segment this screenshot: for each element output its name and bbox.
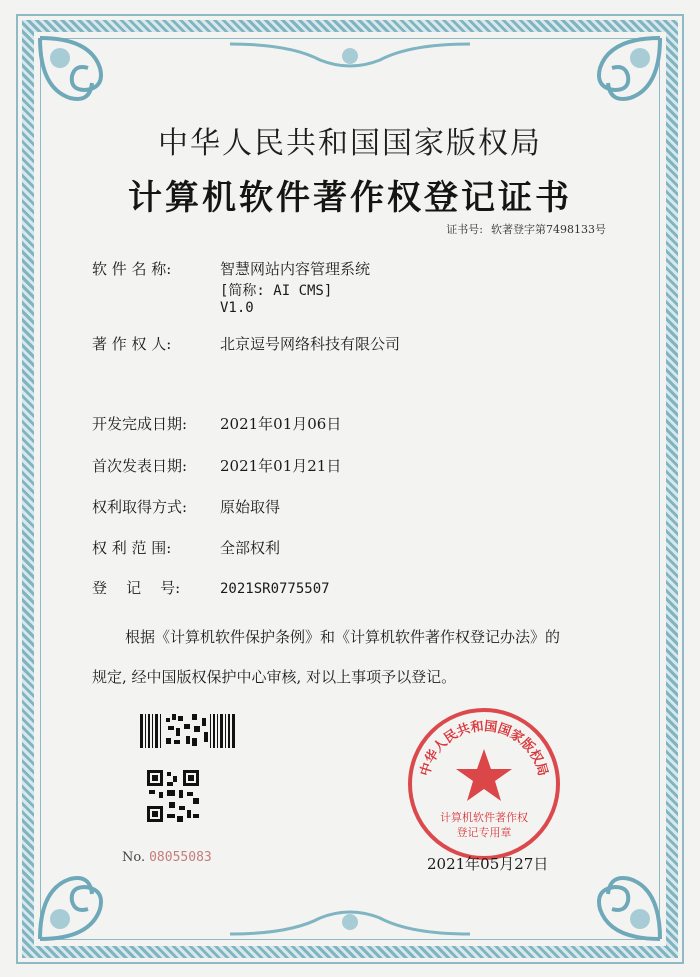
scope-row <box>92 537 280 558</box>
owner-value: 北京逗号网络科技有限公司 <box>220 335 401 353</box>
software-name-label: 软 件 名 称: <box>92 260 172 278</box>
registration-number-label: 登 记 号: <box>92 579 181 597</box>
bottom-ornament-icon <box>230 902 470 942</box>
publish-date-value: 2021年01月21日 <box>220 457 342 475</box>
certificate-number-label: 证书号: <box>446 223 483 236</box>
issue-date: 2021年05月27日 <box>427 855 549 873</box>
seal-line-2: 登记专用章 <box>456 826 512 839</box>
publish-date-label: 首次发表日期: <box>92 457 188 475</box>
acquisition-label: 权利取得方式: <box>92 498 188 516</box>
software-version: V1.0 <box>220 300 254 316</box>
barcode-icon <box>140 714 236 748</box>
statement-line-2: 规定, 经中国版权保护中心审核, 对以上事项予以登记。 <box>92 668 457 686</box>
acquisition-row <box>92 496 280 517</box>
seal-line-1: 计算机软件著作权 <box>440 811 528 824</box>
completion-date-value: 2021年01月06日 <box>220 415 342 433</box>
serial-number-value: 08055083 <box>149 850 212 865</box>
scope-label: 权 利 范 围: <box>92 539 172 557</box>
top-ornament-icon <box>230 36 470 76</box>
official-seal-icon <box>405 705 563 863</box>
software-name-value: 智慧网站内容管理系统 <box>220 260 371 278</box>
owner-row <box>92 333 400 354</box>
registration-number-row <box>92 577 330 598</box>
owner-label: 著 作 权 人: <box>92 335 172 353</box>
acquisition-value: 原始取得 <box>220 498 281 516</box>
completion-date-row <box>92 413 341 434</box>
completion-date-label: 开发完成日期: <box>92 415 188 433</box>
certificate-title: 计算机软件著作权登记证书 <box>128 178 572 218</box>
software-short-name: [简称: AI CMS] <box>220 283 333 299</box>
certificate-number-value: 软著登字第7498133号 <box>491 223 606 236</box>
issuing-agency: 中华人民共和国国家版权局 <box>158 126 542 161</box>
serial-number-label: No. <box>122 850 146 865</box>
qr-code-icon <box>147 770 199 822</box>
statement-line-1: 根据《计算机软件保护条例》和《计算机软件著作权登记办法》的 <box>125 628 561 646</box>
scope-value: 全部权利 <box>220 539 281 557</box>
corner-ornament-icon <box>560 839 670 949</box>
certificate-number <box>438 221 606 237</box>
software-name-row <box>92 258 370 279</box>
seal-ring-text: 中华人民共和国国家版权局 <box>417 719 551 778</box>
serial-number <box>122 850 212 865</box>
publish-date-row <box>92 455 341 476</box>
registration-number-value: 2021SR0775507 <box>220 581 330 597</box>
